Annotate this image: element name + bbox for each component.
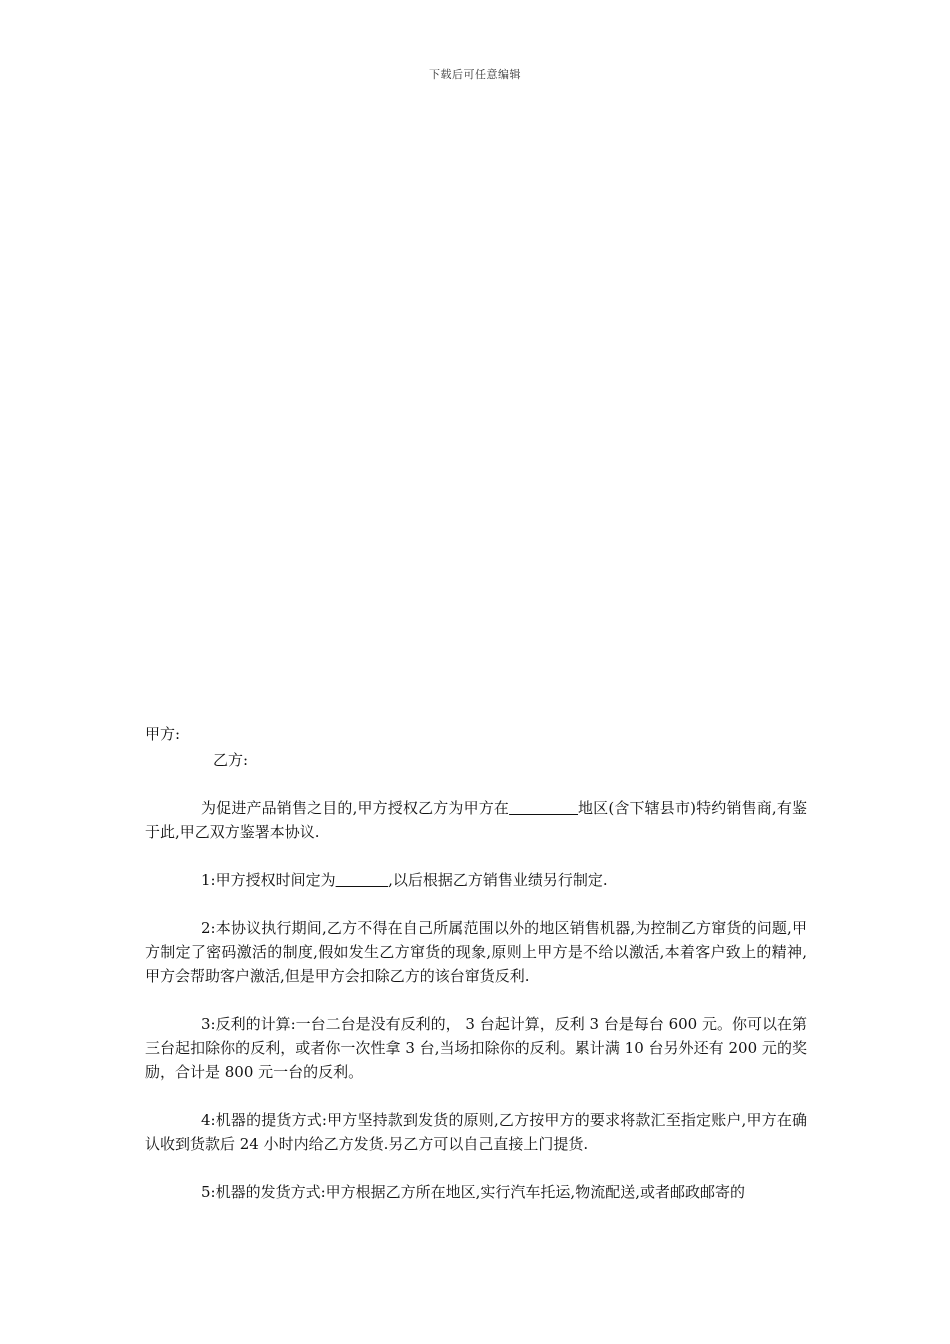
clause-1-text-before: 1:甲方授权时间定为 (201, 871, 336, 889)
intro-text-before: 为促进产品销售之目的,甲方授权乙方为甲方在 (201, 799, 510, 817)
intro-paragraph (145, 796, 807, 844)
region-blank (509, 799, 578, 817)
term-blank (336, 871, 388, 889)
party-a-label: 甲方: (145, 725, 181, 743)
clause-4: 4:机器的提货方式:甲方坚持款到发货的原则,乙方按甲方的要求将款汇至指定账户,甲方在确认收到货款后 24 小时内给乙方发货.另乙方可以自己直接上门提货. (145, 1111, 807, 1153)
intro-text-after: 地区(含下辖县市)特约销售商,有鉴于此,甲乙双方鉴署本协议. (145, 799, 807, 841)
clause-5: 5:机器的发货方式:甲方根据乙方所在地区,实行汽车托运,物流配送,或者邮政邮寄的 (201, 1183, 745, 1201)
clause-3: 3:反利的计算:一台二台是没有反利的， 3 台起计算，反利 3 台是每台 600 元。你可以在第三台起扣除你的反利，或者你一次性拿 3 台,当场扣除你的反利。累计满 10 台另外还有 200 元的奖励，合计是 800 元一台的反利。 (145, 1015, 807, 1081)
clause-1-text-after: ,以后根据乙方销售业绩另行制定. (388, 871, 608, 889)
party-b-label: 乙方: (213, 751, 249, 769)
clause-1 (145, 868, 807, 892)
document-body (145, 722, 807, 1204)
page-header-note: 下载后可任意编辑 (429, 68, 521, 81)
clause-2: 2:本协议执行期间,乙方不得在自己所属范围以外的地区销售机器,为控制乙方窜货的问题,甲方制定了密码激活的制度,假如发生乙方窜货的现象,原则上甲方是不给以激活,本着客户致上的精神,甲方会帮助客户激活,但是甲方会扣除乙方的该台窜货反利. (145, 919, 807, 985)
